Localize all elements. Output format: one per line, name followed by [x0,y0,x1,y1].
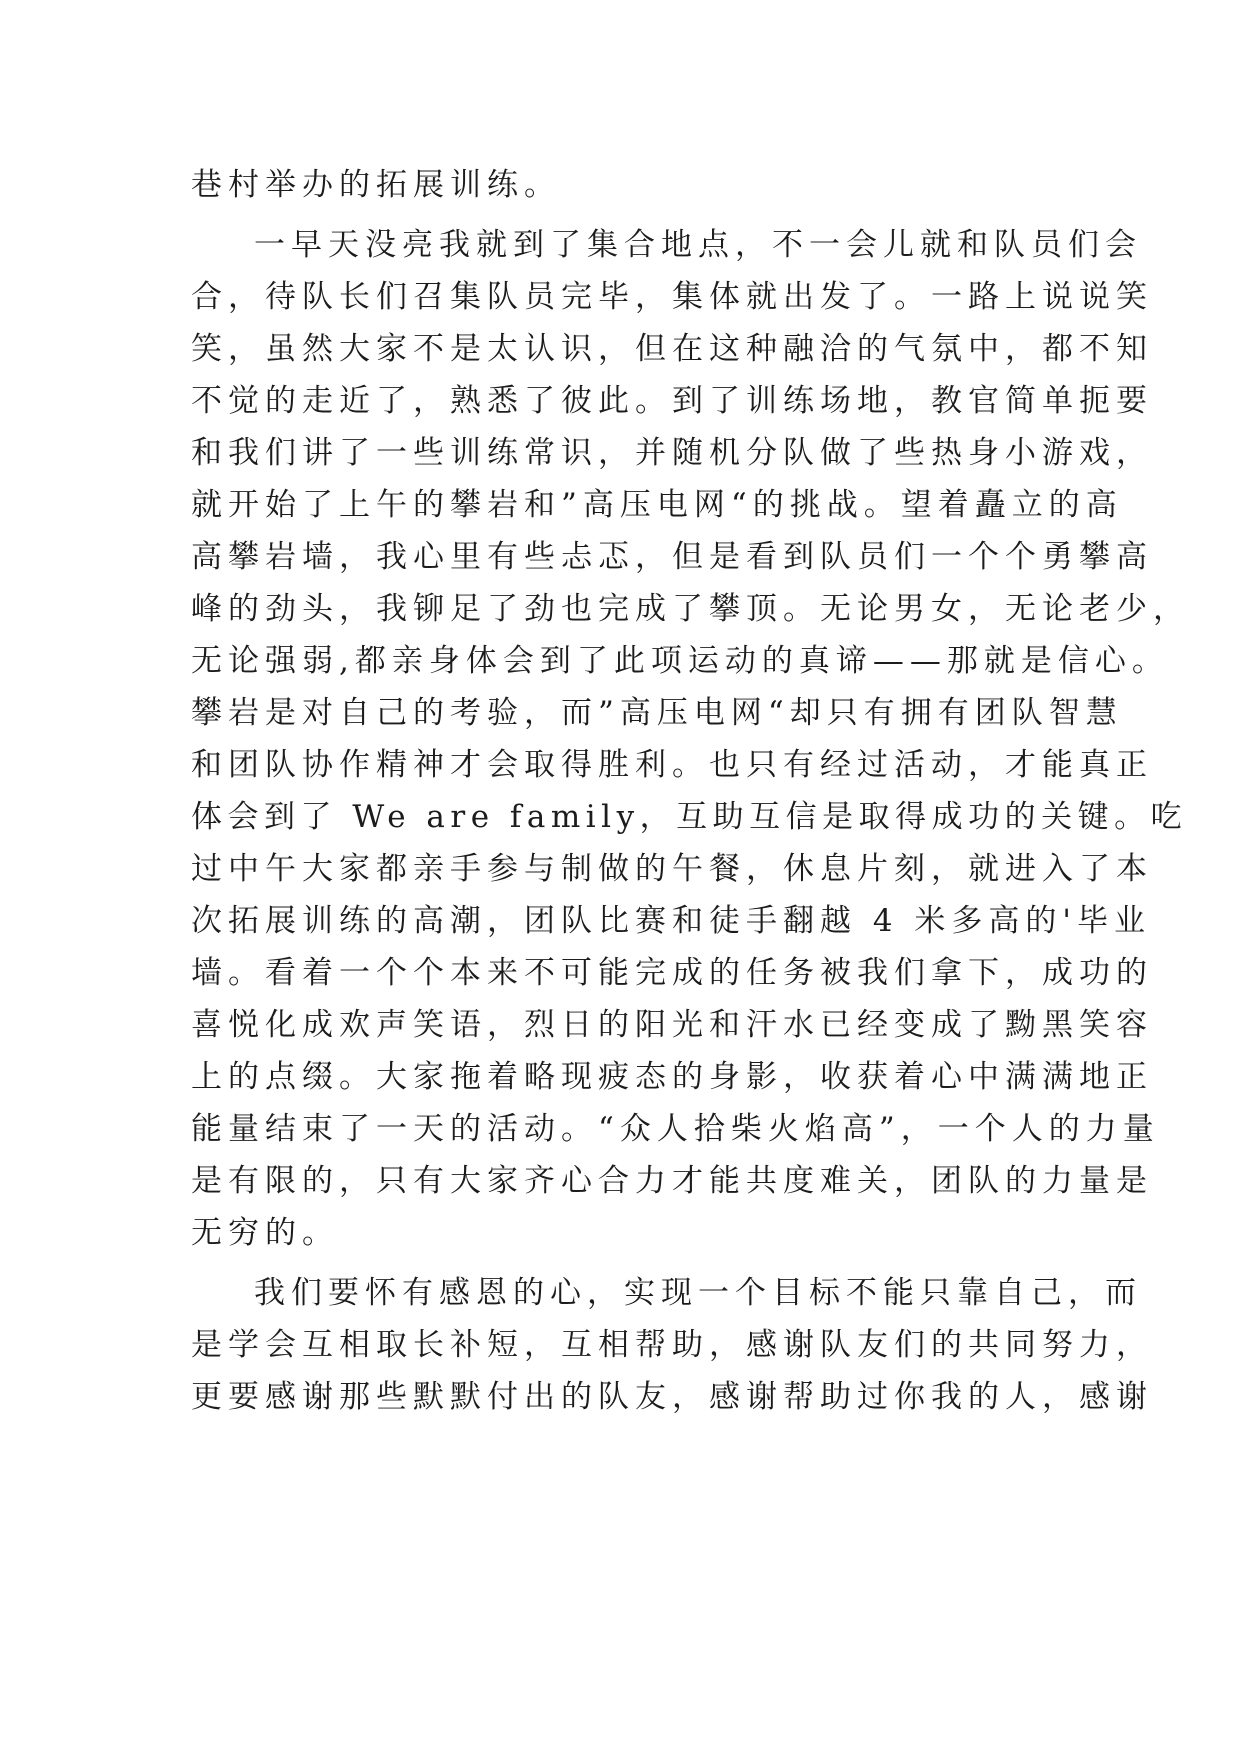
text-line: 我们要怀有感恩的心，实现一个目标不能只靠自己，而 [254,1275,1142,1311]
text-line: 过中午大家都亲手参与制做的午餐，休息片刻，就进入了本 [191,851,1153,887]
text-line: 能量结束了一天的活动。“众人拾柴火焰高”，一个人的力量 [191,1111,1160,1147]
text-line: 和我们讲了一些训练常识，并随机分队做了些热身小游戏， [191,435,1153,471]
text-line: 和团队协作精神才会取得胜利。也只有经过活动，才能真正 [191,747,1153,783]
text-line: 一早天没亮我就到了集合地点，不一会儿就和队员们会 [254,227,1142,263]
text-line: 合，待队长们召集队员完毕，集体就出发了。一路上说说笑 [191,279,1153,315]
text-line: 是学会互相取长补短，互相帮助，感谢队友们的共同努力， [191,1327,1153,1363]
text-line: 笑，虽然大家不是太认识，但在这种融洽的气氛中，都不知 [191,331,1153,367]
text-line: 巷村举办的拓展训练。 [191,167,561,203]
text-line: 高攀岩墙，我心里有些忐忑，但是看到队员们一个个勇攀高 [191,539,1153,575]
text-line: 墙。看着一个个本来不可能完成的任务被我们拿下，成功的 [191,955,1153,991]
text-line: 无穷的。 [191,1215,339,1251]
text-line: 就开始了上午的攀岩和”高压电网“的挑战。望着矗立的高 [191,487,1123,523]
text-line: 无论强弱,都亲身体会到了此项运动的真谛——那就是信心。 [191,643,1169,679]
text-line: 攀岩是对自己的考验，而”高压电网“却只有拥有团队智慧 [191,695,1123,731]
text-line: 上的点缀。大家拖着略现疲态的身影，收获着心中满满地正 [191,1059,1153,1095]
text-line: 不觉的走近了，熟悉了彼此。到了训练场地，教官简单扼要 [191,383,1153,419]
text-line: 喜悦化成欢声笑语，烈日的阳光和汗水已经变成了黝黑笑容 [191,1007,1153,1043]
text-line: 峰的劲头，我铆足了劲也完成了攀顶。无论男女，无论老少， [191,591,1190,627]
text-line: 是有限的，只有大家齐心合力才能共度难关，团队的力量是 [191,1163,1153,1199]
text-line: 次拓展训练的高潮，团队比赛和徒手翻越 4 米多高的'毕业 [191,903,1151,939]
text-line: 体会到了 We are family，互助互信是取得成功的关键。吃 [191,799,1188,835]
text-line: 更要感谢那些默默付出的队友，感谢帮助过你我的人，感谢 [191,1379,1153,1415]
